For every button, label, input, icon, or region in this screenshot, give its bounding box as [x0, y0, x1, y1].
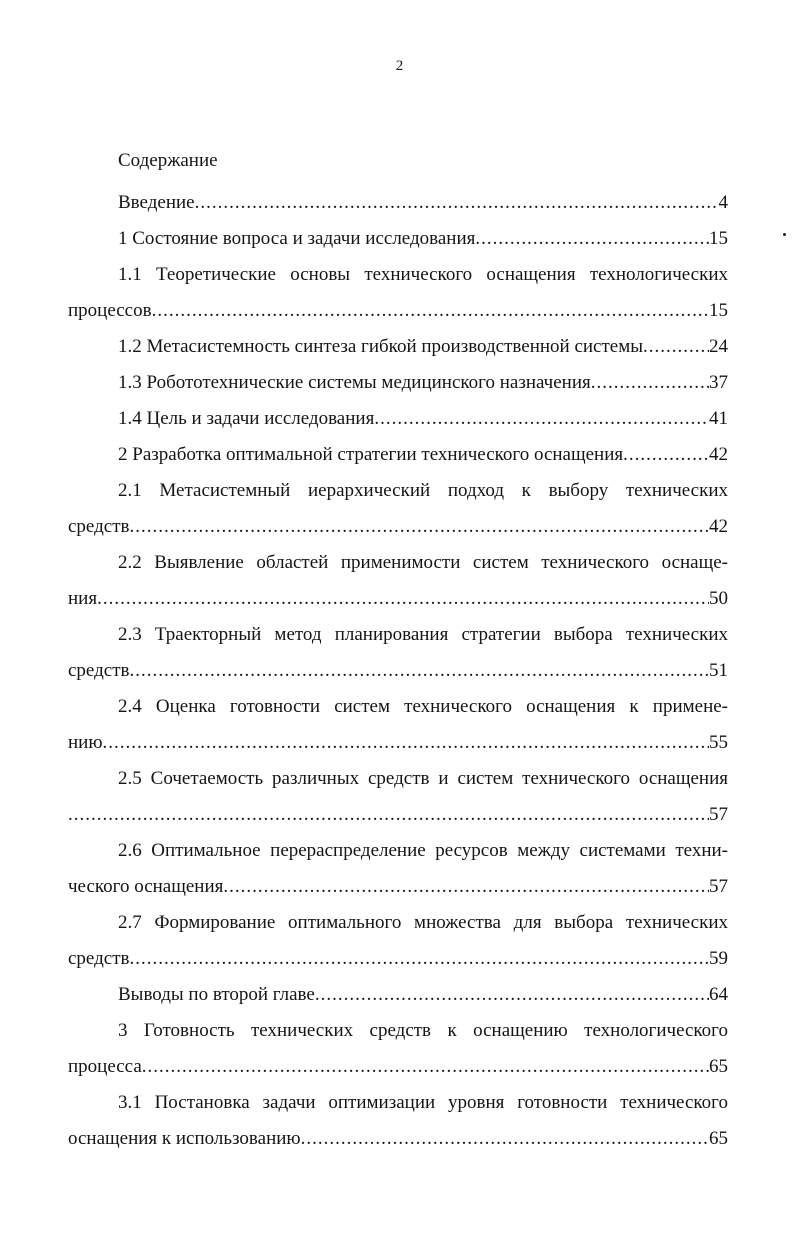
- toc-entry: [68, 833, 728, 905]
- toc-entry-leader-line: [68, 653, 728, 689]
- dot-leader: [475, 221, 709, 257]
- dot-leader: [301, 1121, 709, 1157]
- toc-entry-leader-line: [68, 869, 728, 905]
- dot-leader: [223, 869, 709, 905]
- toc-page-number: 51: [709, 660, 728, 681]
- toc-page-number: 24: [709, 336, 728, 357]
- toc-heading: Содержание: [118, 150, 218, 171]
- toc-page-number: 15: [709, 228, 728, 249]
- toc-entry: [68, 185, 728, 221]
- toc-entry: [68, 689, 728, 761]
- toc-entry: [68, 401, 728, 437]
- toc-entry: [68, 437, 728, 473]
- toc-entry: [68, 761, 728, 833]
- toc-page-number: 57: [709, 804, 728, 825]
- dot-leader: [130, 941, 710, 977]
- toc-entry-line: 2.3 Траекторный метод планирования стратегии выбора технических: [118, 624, 728, 645]
- scan-speck: [783, 233, 786, 236]
- dot-leader: [374, 401, 709, 437]
- toc-entry-title: ческого оснащения: [68, 876, 224, 897]
- toc-entry: [68, 977, 728, 1013]
- toc-entry-line: 2.5 Сочетаемость различных средств и систем технического оснащения: [118, 768, 728, 789]
- toc-entry-title: процессов: [68, 300, 152, 321]
- toc-entry-leader-line: [68, 977, 728, 1013]
- toc-entry: [68, 1085, 728, 1157]
- toc-page-number: 4: [718, 192, 728, 213]
- toc-page-number: 37: [709, 372, 728, 393]
- toc-entry-leader-line: [68, 293, 728, 329]
- dot-leader: [142, 1049, 709, 1085]
- toc-page-number: 50: [709, 588, 728, 609]
- toc-entry-leader-line: [68, 437, 728, 473]
- toc-entry-title: Выводы по второй главе: [118, 984, 315, 1005]
- toc-entry-leader-line: [68, 797, 728, 833]
- toc-entry-line: 3 Готовность технических средств к оснащению технологического: [118, 1020, 728, 1041]
- toc-entry-title: ния: [68, 588, 98, 609]
- toc-entry: [68, 905, 728, 977]
- toc-entry-leader-line: [68, 509, 728, 545]
- toc-entry-title: средств: [68, 516, 130, 537]
- toc-entry-title: средств: [68, 948, 130, 969]
- toc-entry-leader-line: [68, 941, 728, 977]
- toc-page-number: 41: [709, 408, 728, 429]
- toc-entry-title: оснащения к использованию: [68, 1128, 301, 1149]
- toc-entry-title: 1.3 Робототехнические системы медицинского назначения: [118, 372, 591, 393]
- toc-page-number: 42: [709, 516, 728, 537]
- toc-entry-line: 1.1 Теоретические основы технического оснащения технологических: [118, 264, 728, 285]
- toc-entry-title: 2 Разработка оптимальной стратегии технического оснащения: [118, 444, 624, 465]
- dot-leader: [152, 293, 709, 329]
- toc-entry-leader-line: [68, 1121, 728, 1157]
- toc-entry-title: процесса: [68, 1056, 142, 1077]
- dot-leader: [623, 437, 709, 473]
- toc-entry-title: Введение: [118, 192, 195, 213]
- dot-leader: [130, 509, 710, 545]
- toc-page-number: 55: [709, 732, 728, 753]
- toc-entry-line: 3.1 Постановка задачи оптимизации уровня готовности технического: [118, 1092, 728, 1113]
- toc-entry-leader-line: [68, 1049, 728, 1085]
- page-number: 2: [395, 58, 404, 74]
- toc-entry: [68, 545, 728, 617]
- toc-entry-line: 2.1 Метасистемный иерархический подход к выбору технических: [118, 480, 728, 501]
- toc-entry: [68, 617, 728, 689]
- table-of-contents: [68, 185, 728, 1157]
- toc-entry-line: 2.4 Оценка готовности систем технического оснащения к примене-: [118, 696, 728, 717]
- toc-entry-title: 1 Состояние вопроса и задачи исследования: [118, 228, 476, 249]
- toc-entry-title: 1.4 Цель и задачи исследования: [118, 408, 375, 429]
- toc-entry-leader-line: [68, 329, 728, 365]
- toc-entry: [68, 257, 728, 329]
- toc-entry-leader-line: [68, 725, 728, 761]
- toc-entry-title: средств: [68, 660, 130, 681]
- toc-page-number: 65: [709, 1128, 728, 1149]
- toc-entry: [68, 329, 728, 365]
- toc-page-number: 59: [709, 948, 728, 969]
- toc-entry-leader-line: [68, 365, 728, 401]
- toc-page-number: 15: [709, 300, 728, 321]
- toc-page-number: 57: [709, 876, 728, 897]
- toc-entry-leader-line: [68, 221, 728, 257]
- dot-leader: [130, 653, 710, 689]
- toc-page-number: 64: [709, 984, 728, 1005]
- toc-entry-leader-line: [68, 185, 728, 221]
- toc-entry-leader-line: [68, 401, 728, 437]
- dot-leader: [315, 977, 709, 1013]
- dot-leader: [195, 185, 719, 221]
- toc-entry: [68, 473, 728, 545]
- toc-entry-leader-line: [68, 581, 728, 617]
- dot-leader: [591, 365, 709, 401]
- dot-leader: [643, 329, 709, 365]
- toc-entry: [68, 365, 728, 401]
- dot-leader: [97, 581, 709, 617]
- dot-leader: [103, 725, 709, 761]
- toc-entry: [68, 221, 728, 257]
- toc-entry-line: 2.6 Оптимальное перераспределение ресурсов между системами техни-: [118, 840, 728, 861]
- toc-page-number: 42: [709, 444, 728, 465]
- toc-entry-line: 2.7 Формирование оптимального множества для выбора технических: [118, 912, 728, 933]
- toc-entry-line: 2.2 Выявление областей применимости систем технического оснаще-: [118, 552, 728, 573]
- toc-page-number: 65: [709, 1056, 728, 1077]
- toc-entry-title: нию: [68, 732, 103, 753]
- dot-leader: [68, 797, 709, 833]
- toc-entry-title: 1.2 Метасистемность синтеза гибкой производственной системы: [118, 336, 644, 357]
- toc-entry: [68, 1013, 728, 1085]
